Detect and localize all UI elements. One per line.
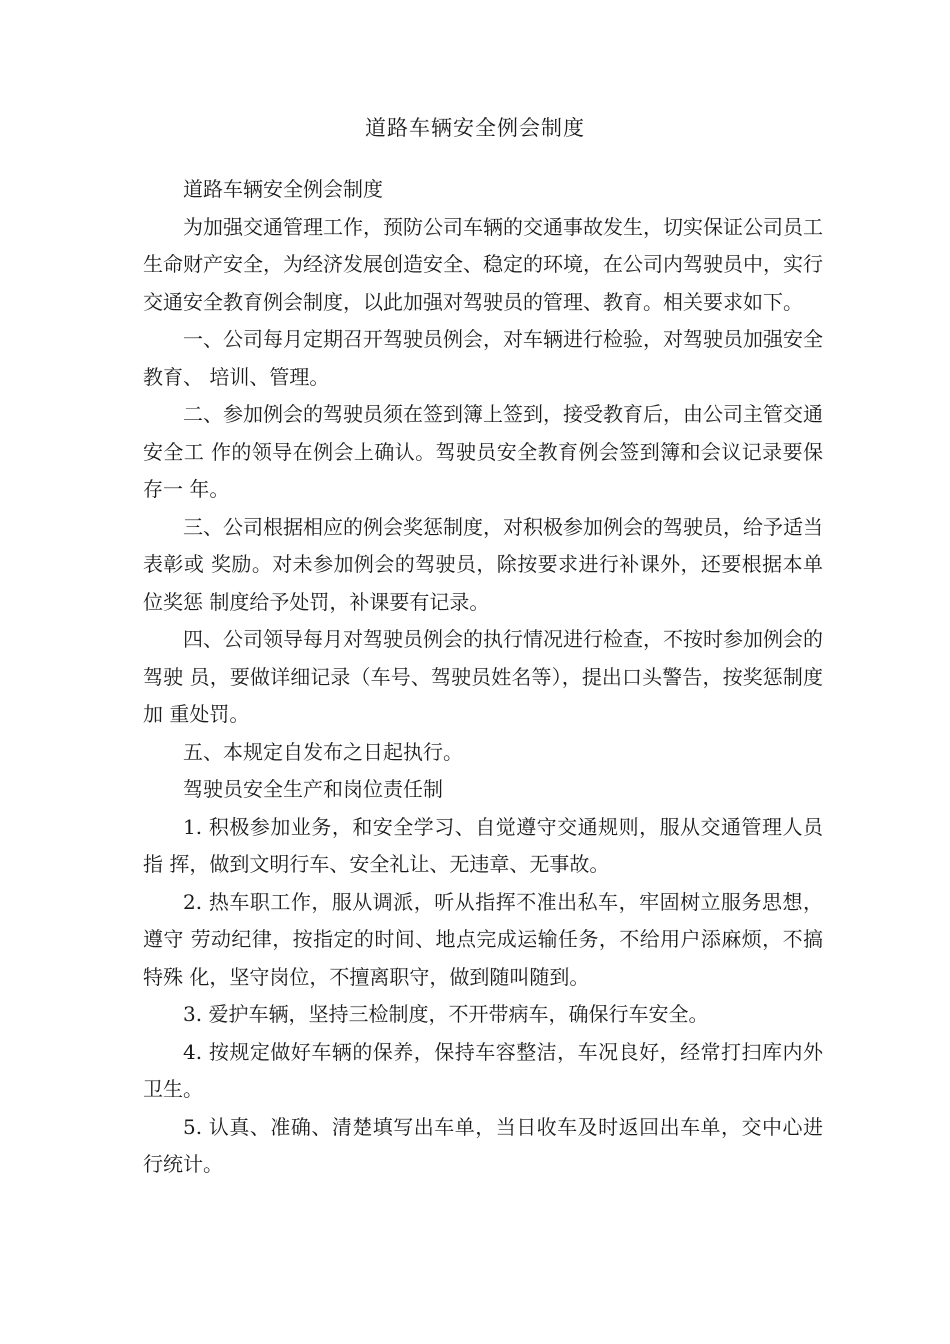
paragraph-subtitle: 道路车辆安全例会制度	[183, 177, 383, 201]
paragraph-duty-5: 5. 认真、准确、清楚填写出车单，当日收车及时返回出车单，交中心进行统计。	[143, 1114, 823, 1176]
paragraph-rule-2: 二、参加例会的驾驶员须在签到簿上签到，接受教育后，由公司主管交通安全工 作的领导在例会上确认。驾驶员安全教育例会签到簿和会议记录要保存一 年。	[143, 402, 823, 501]
paragraph-rule-4: 四、公司领导每月对驾驶员例会的执行情况进行检查，不按时参加例会的驾驶 员，要做详细记录（车号、驾驶员姓名等），提出口头警告，按奖惩制度加 重处罚。	[143, 627, 823, 726]
paragraph-rule-5: 五、本规定自发布之日起执行。	[183, 739, 463, 764]
document-title: 道路车辆安全例会制度	[365, 116, 585, 140]
paragraph-intro: 为加强交通管理工作，预防公司车辆的交通事故发生，切实保证公司员工生命财产安全，为经济发展创造安全、稳定的环境，在公司内驾驶员中，实行交通安全教育例会制度，以此加强对驾驶员的管理、教育。相关要求如下。	[143, 214, 823, 314]
section-heading: 驾驶员安全生产和岗位责任制	[183, 777, 443, 801]
document-body	[143, 171, 823, 1184]
paragraph-duty-1: 1. 积极参加业务，和安全学习、自觉遵守交通规则，服从交通管理人员指 挥，做到文明行车、安全礼让、无违章、无事故。	[143, 814, 823, 876]
paragraph-duty-3: 3. 爱护车辆，坚持三检制度，不开带病车，确保行车安全。	[183, 1002, 709, 1026]
paragraph-duty-2: 2. 热车职工作，服从调派，听从指挥不准出私车，牢固树立服务思想，遵守 劳动纪律，按指定的时间、地点完成运输任务，不给用户添麻烦，不搞特殊 化，坚守岗位，不擅离职守，做到随叫随到。	[143, 889, 823, 989]
paragraph-duty-4: 4. 按规定做好车辆的保养，保持车容整洁，车况良好，经常打扫库内外卫生。	[143, 1039, 823, 1101]
paragraph-rule-1: 一、公司每月定期召开驾驶员例会，对车辆进行检验，对驾驶员加强安全教育、 培训、管理。	[143, 327, 823, 389]
paragraph-rule-3: 三、公司根据相应的例会奖惩制度，对积极参加例会的驾驶员，给予适当表彰或 奖励。对未参加例会的驾驶员，除按要求进行补课外，还要根据本单位奖惩 制度给予处罚，补课要有记录。	[143, 514, 823, 614]
